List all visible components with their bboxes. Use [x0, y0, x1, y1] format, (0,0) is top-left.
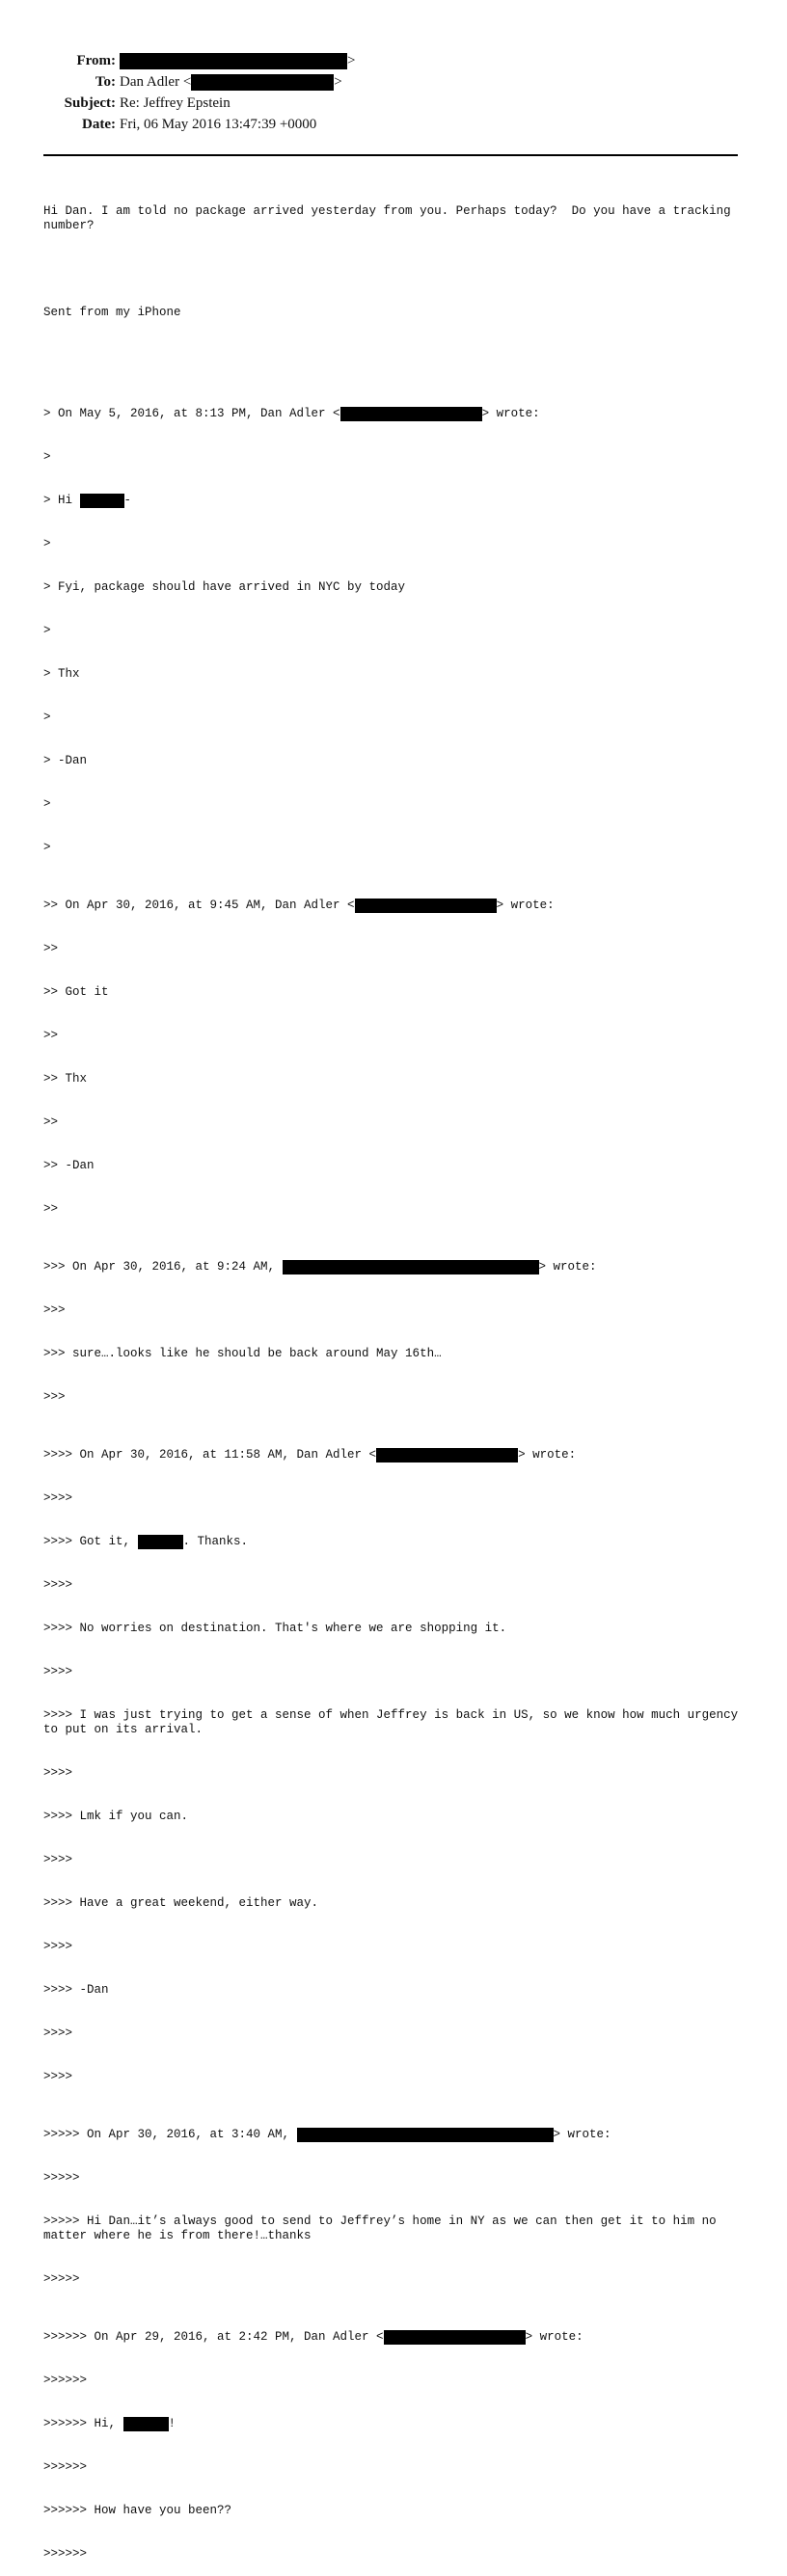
- to-value: [120, 71, 342, 93]
- quote-line: >: [43, 537, 51, 550]
- quote-header: [43, 2330, 757, 2345]
- from-label: From:: [76, 53, 116, 68]
- quote-line: >>> sure….looks like he should be back around May 16th…: [43, 1347, 442, 1360]
- quote-line: >>>> Lmk if you can.: [43, 1810, 189, 1823]
- quote-text: >>>> On Apr 30, 2016, at 11:58 AM, Dan Adler <: [43, 1448, 377, 1462]
- quote-line: >>>>: [43, 1940, 73, 1953]
- quote-text: >>>>> On Apr 30, 2016, at 3:40 AM,: [43, 2128, 297, 2141]
- from-row: [44, 50, 355, 71]
- header-divider: [43, 154, 738, 156]
- quote-line: >>: [43, 1115, 59, 1129]
- quote-header: [43, 2128, 757, 2142]
- quote-text: >>>> Got it,: [43, 1535, 138, 1548]
- quote-text: -: [123, 494, 132, 507]
- body-text: Hi Dan. I am told no package arrived yesterday from you. Perhaps today? Do you have a tracking number?: [43, 204, 739, 232]
- quote-line: >>>>>>: [43, 2547, 88, 2561]
- from-close: >: [347, 53, 356, 68]
- quote-line: >>>>: [43, 1491, 73, 1505]
- quote-line: >> Got it: [43, 985, 109, 999]
- quote-line: > Thx: [43, 667, 80, 681]
- quote-line: >>: [43, 942, 59, 955]
- quote-line: > -Dan: [43, 754, 88, 767]
- quote-text: >>> On Apr 30, 2016, at 9:24 AM,: [43, 1260, 283, 1274]
- redaction-block: [191, 74, 334, 91]
- quote-header: [43, 1448, 757, 1462]
- subject-label: Subject:: [64, 95, 116, 111]
- redaction-block: [138, 1535, 183, 1549]
- quote-text: > Hi: [43, 494, 80, 507]
- quote-line: >: [43, 624, 51, 637]
- quote-text: > wrote:: [518, 1448, 577, 1462]
- quote-line: >>>> Have a great weekend, either way.: [43, 1896, 319, 1910]
- quote-line: >>>>: [43, 2070, 73, 2083]
- quote-line: [43, 494, 757, 508]
- quote-header: [43, 899, 757, 913]
- quote-text: >>>>>> Hi,: [43, 2417, 123, 2430]
- quote-text: > wrote:: [553, 2128, 611, 2141]
- quote-line: >>>>>> How have you been??: [43, 2504, 232, 2517]
- redaction-block: [340, 407, 482, 421]
- to-close: >: [334, 74, 342, 90]
- quote-line: >>>> No worries on destination. That's where we are shopping it.: [43, 1622, 507, 1635]
- quote-text: > wrote:: [525, 2330, 583, 2344]
- to-row: [44, 71, 355, 93]
- blank-line: [43, 349, 757, 363]
- quote-text: > wrote:: [496, 899, 555, 912]
- quote-line: >>>>>: [43, 2171, 80, 2185]
- to-label: To:: [95, 74, 116, 90]
- quote-line: >>>>: [43, 2026, 73, 2040]
- quote-line: >> Thx: [43, 1072, 88, 1086]
- quote-text: . Thanks.: [182, 1535, 249, 1548]
- redaction-block: [283, 1260, 539, 1275]
- date-label: Date:: [82, 117, 116, 132]
- quote-text: > On May 5, 2016, at 8:13 PM, Dan Adler <: [43, 407, 340, 420]
- quote-line: > Fyi, package should have arrived in NYC by today: [43, 580, 406, 594]
- subject-row: [44, 93, 355, 114]
- to-name: Dan Adler <: [120, 74, 192, 90]
- quote-line: >: [43, 841, 51, 854]
- redaction-block: [123, 2417, 169, 2431]
- quote-line: >>>>>>: [43, 2460, 88, 2474]
- quote-text: !: [168, 2417, 176, 2430]
- redaction-block: [355, 899, 497, 913]
- quote-line: >>>: [43, 1390, 66, 1404]
- quote-text: >>>>>> On Apr 29, 2016, at 2:42 PM, Dan Adler <: [43, 2330, 384, 2344]
- quote-line: >>: [43, 1029, 59, 1042]
- date-value: Fri, 06 May 2016 13:47:39 +0000: [120, 117, 317, 132]
- redaction-block: [384, 2330, 526, 2345]
- quote-text: > wrote:: [481, 407, 540, 420]
- quote-text: > wrote:: [538, 1260, 597, 1274]
- quote-line: >>>>: [43, 1578, 73, 1592]
- quote-line: >> -Dan: [43, 1159, 95, 1172]
- quote-line: >>>>>: [43, 2272, 80, 2286]
- blank-line: [43, 262, 757, 277]
- quote-line: >>>> I was just trying to get a sense of when Jeffrey is back in US, so we know how much urgency to put on its arrival.: [43, 1708, 746, 1736]
- quote-line: >>>>> Hi Dan…it’s always good to send to Jeffrey’s home in NY as we can then get it to him no matter where he is from there!…thanks: [43, 2214, 724, 2242]
- email-body: [43, 175, 757, 2576]
- quote-line: >>>> -Dan: [43, 1983, 109, 1997]
- quote-header: [43, 407, 757, 421]
- quote-line: >>: [43, 1202, 59, 1216]
- quote-line: >>>>>>: [43, 2374, 88, 2387]
- quote-text: >> On Apr 30, 2016, at 9:45 AM, Dan Adler <: [43, 899, 355, 912]
- quote-line: >: [43, 797, 51, 811]
- quote-header: [43, 1260, 757, 1275]
- redaction-block: [80, 494, 124, 508]
- redaction-block: [376, 1448, 518, 1462]
- quote-line: [43, 2417, 757, 2431]
- redaction-block: [297, 2128, 554, 2142]
- quote-line: >: [43, 450, 51, 464]
- quote-line: >>>>: [43, 1853, 73, 1866]
- quote-line: [43, 1535, 757, 1549]
- date-row: [44, 114, 355, 135]
- quote-line: >>>>: [43, 1766, 73, 1780]
- quote-line: >: [43, 711, 51, 724]
- redaction-block: [120, 53, 347, 69]
- signature: Sent from my iPhone: [43, 306, 181, 319]
- subject-value: Re: Jeffrey Epstein: [120, 95, 231, 111]
- quote-line: >>>: [43, 1303, 66, 1317]
- email-header: [44, 50, 355, 135]
- quote-line: >>>>: [43, 1665, 73, 1678]
- from-value: [120, 50, 355, 71]
